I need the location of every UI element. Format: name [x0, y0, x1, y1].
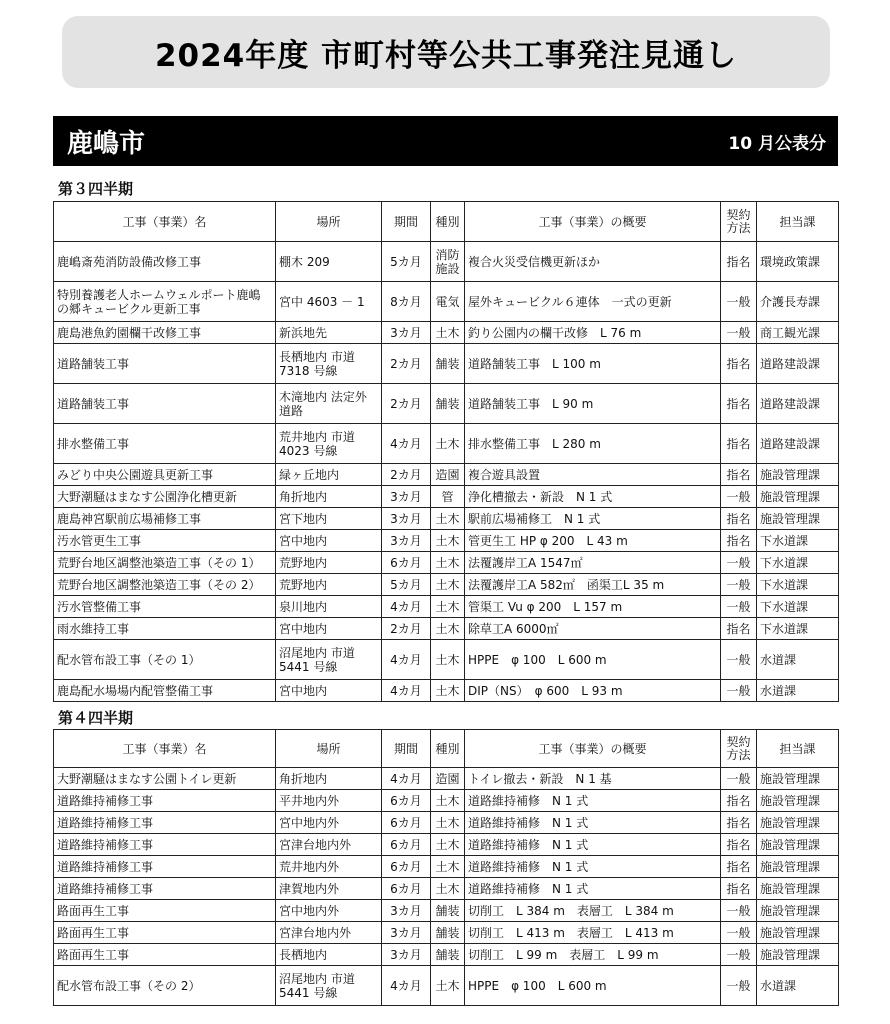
- cell-dept: 道路建設課: [757, 344, 839, 384]
- cell-period: 2カ月: [382, 464, 431, 486]
- table-row: [54, 790, 839, 812]
- cell-period: 6カ月: [382, 878, 431, 900]
- city-header: [53, 116, 838, 166]
- cell-summary: 駅前広場補修工 N 1 式: [465, 508, 721, 530]
- cell-type: 土木: [431, 680, 465, 702]
- table-row: [54, 530, 839, 552]
- cell-type: 舗装: [431, 384, 465, 424]
- cell-place: 新浜地先: [276, 322, 382, 344]
- quarter-heading-q4: 第４四半期: [58, 709, 134, 727]
- cell-summary: 釣り公園内の欄干改修 L 76 m: [465, 322, 721, 344]
- column-header-method: 契約方法: [721, 730, 757, 768]
- cell-dept: 水道課: [757, 966, 839, 1006]
- cell-place: 沼尾地内 市道 5441 号線: [276, 640, 382, 680]
- column-header-name: 工事（事業）名: [54, 730, 276, 768]
- table-row: [54, 768, 839, 790]
- cell-summary: 切削工 L 99 m 表層工 L 99 m: [465, 944, 721, 966]
- cell-period: 3カ月: [382, 922, 431, 944]
- cell-place: 宮中地内外: [276, 812, 382, 834]
- cell-period: 6カ月: [382, 812, 431, 834]
- cell-place: 津賀地内外: [276, 878, 382, 900]
- cell-place: 宮津台地内外: [276, 834, 382, 856]
- cell-summary: トイレ撤去・新設 N 1 基: [465, 768, 721, 790]
- cell-name: 汚水管整備工事: [54, 596, 276, 618]
- cell-name: 道路維持補修工事: [54, 878, 276, 900]
- cell-name: 道路舗装工事: [54, 344, 276, 384]
- cell-name: 配水管布設工事（その 1）: [54, 640, 276, 680]
- cell-type: 管: [431, 486, 465, 508]
- cell-name: 配水管布設工事（その 2）: [54, 966, 276, 1006]
- cell-method: 一般: [721, 680, 757, 702]
- cell-name: 汚水管更生工事: [54, 530, 276, 552]
- column-header-period: 期間: [382, 202, 431, 242]
- cell-place: 宮中地内外: [276, 900, 382, 922]
- cell-summary: 屋外キュービクル６連体 一式の更新: [465, 282, 721, 322]
- publication-label: 10 月公表分: [728, 133, 826, 154]
- cell-type: 造園: [431, 464, 465, 486]
- cell-type: 土木: [431, 530, 465, 552]
- cell-type: 舗装: [431, 944, 465, 966]
- cell-method: 一般: [721, 322, 757, 344]
- cell-summary: 道路維持補修 N 1 式: [465, 878, 721, 900]
- cell-type: 土木: [431, 966, 465, 1006]
- column-header-dept: 担当課: [757, 730, 839, 768]
- table-row: [54, 322, 839, 344]
- cell-type: 土木: [431, 856, 465, 878]
- cell-summary: 法覆護岸工A 582㎡ 函渠工L 35 m: [465, 574, 721, 596]
- cell-type: 造園: [431, 768, 465, 790]
- cell-name: 排水整備工事: [54, 424, 276, 464]
- cell-period: 3カ月: [382, 900, 431, 922]
- cell-dept: 環境政策課: [757, 242, 839, 282]
- cell-summary: HPPE φ 100 L 600 m: [465, 640, 721, 680]
- table-row: [54, 574, 839, 596]
- table-row: [54, 486, 839, 508]
- cell-name: 特別養護老人ホームウェルポート鹿嶋の郷キュービクル更新工事: [54, 282, 276, 322]
- cell-name: 道路維持補修工事: [54, 834, 276, 856]
- cell-name: 道路維持補修工事: [54, 812, 276, 834]
- table-row: [54, 900, 839, 922]
- cell-period: 6カ月: [382, 856, 431, 878]
- cell-dept: 下水道課: [757, 596, 839, 618]
- cell-place: 泉川地内: [276, 596, 382, 618]
- cell-dept: 施設管理課: [757, 790, 839, 812]
- column-header-type: 種別: [431, 730, 465, 768]
- table-row: [54, 552, 839, 574]
- quarter-heading-q3: 第３四半期: [58, 180, 134, 198]
- page-title: 2024年度 市町村等公共工事発注見通し: [62, 16, 830, 88]
- cell-summary: 法覆護岸工A 1547㎡: [465, 552, 721, 574]
- cell-dept: 施設管理課: [757, 878, 839, 900]
- cell-summary: 管更生工 HP φ 200 L 43 m: [465, 530, 721, 552]
- cell-summary: 道路維持補修 N 1 式: [465, 856, 721, 878]
- cell-period: 4カ月: [382, 966, 431, 1006]
- cell-type: 消防施設: [431, 242, 465, 282]
- cell-method: 一般: [721, 282, 757, 322]
- cell-method: 指名: [721, 790, 757, 812]
- cell-type: 舗装: [431, 344, 465, 384]
- cell-dept: 施設管理課: [757, 900, 839, 922]
- cell-place: 宮中地内: [276, 680, 382, 702]
- cell-method: 指名: [721, 424, 757, 464]
- cell-type: 土木: [431, 812, 465, 834]
- cell-name: 雨水維持工事: [54, 618, 276, 640]
- cell-name: 道路維持補修工事: [54, 790, 276, 812]
- cell-summary: HPPE φ 100 L 600 m: [465, 966, 721, 1006]
- cell-type: 土木: [431, 322, 465, 344]
- cell-dept: 施設管理課: [757, 922, 839, 944]
- column-header-place: 場所: [276, 730, 382, 768]
- cell-name: 荒野台地区調整池築造工事（その 2）: [54, 574, 276, 596]
- cell-summary: 除草工A 6000㎡: [465, 618, 721, 640]
- cell-dept: 施設管理課: [757, 856, 839, 878]
- cell-place: 荒野地内: [276, 574, 382, 596]
- cell-type: 土木: [431, 640, 465, 680]
- cell-type: 土木: [431, 552, 465, 574]
- table-header-row: [54, 202, 839, 242]
- cell-dept: 下水道課: [757, 552, 839, 574]
- cell-dept: 施設管理課: [757, 944, 839, 966]
- cell-period: 4カ月: [382, 424, 431, 464]
- cell-period: 3カ月: [382, 508, 431, 530]
- cell-period: 6カ月: [382, 790, 431, 812]
- cell-period: 6カ月: [382, 552, 431, 574]
- cell-place: 宮中 4603 － 1: [276, 282, 382, 322]
- cell-summary: DIP（NS） φ 600 L 93 m: [465, 680, 721, 702]
- table-row: [54, 878, 839, 900]
- cell-method: 指名: [721, 812, 757, 834]
- cell-type: 土木: [431, 596, 465, 618]
- table-row: [54, 242, 839, 282]
- cell-method: 指名: [721, 878, 757, 900]
- cell-name: 大野潮騒はまなす公園浄化槽更新: [54, 486, 276, 508]
- cell-type: 土木: [431, 878, 465, 900]
- column-header-type: 種別: [431, 202, 465, 242]
- table-row: [54, 384, 839, 424]
- table-row: [54, 834, 839, 856]
- cell-dept: 水道課: [757, 640, 839, 680]
- cell-dept: 下水道課: [757, 618, 839, 640]
- cell-period: 4カ月: [382, 596, 431, 618]
- works-table-q3: [53, 201, 839, 702]
- cell-method: 指名: [721, 834, 757, 856]
- cell-name: 鹿嶋斎苑消防設備改修工事: [54, 242, 276, 282]
- cell-place: 長栖地内 市道 7318 号線: [276, 344, 382, 384]
- cell-period: 6カ月: [382, 834, 431, 856]
- table-row: [54, 424, 839, 464]
- cell-dept: 下水道課: [757, 574, 839, 596]
- table-row: [54, 680, 839, 702]
- cell-method: 一般: [721, 552, 757, 574]
- table-row: [54, 508, 839, 530]
- cell-period: 3カ月: [382, 486, 431, 508]
- cell-place: 宮津台地内外: [276, 922, 382, 944]
- table-row: [54, 966, 839, 1006]
- cell-type: 土木: [431, 834, 465, 856]
- cell-period: 4カ月: [382, 680, 431, 702]
- cell-method: 指名: [721, 508, 757, 530]
- table-row: [54, 922, 839, 944]
- cell-period: 3カ月: [382, 530, 431, 552]
- cell-name: 道路舗装工事: [54, 384, 276, 424]
- cell-period: 2カ月: [382, 618, 431, 640]
- cell-period: 8カ月: [382, 282, 431, 322]
- cell-method: 指名: [721, 618, 757, 640]
- cell-dept: 商工観光課: [757, 322, 839, 344]
- cell-name: みどり中央公園遊具更新工事: [54, 464, 276, 486]
- column-header-place: 場所: [276, 202, 382, 242]
- cell-dept: 施設管理課: [757, 834, 839, 856]
- cell-summary: 排水整備工事 L 280 m: [465, 424, 721, 464]
- cell-place: 平井地内外: [276, 790, 382, 812]
- cell-dept: 下水道課: [757, 530, 839, 552]
- cell-dept: 施設管理課: [757, 508, 839, 530]
- cell-name: 荒野台地区調整池築造工事（その 1）: [54, 552, 276, 574]
- cell-place: 長栖地内: [276, 944, 382, 966]
- table-row: [54, 596, 839, 618]
- cell-summary: 管渠工 Vu φ 200 L 157 m: [465, 596, 721, 618]
- cell-summary: 道路舗装工事 L 100 m: [465, 344, 721, 384]
- cell-summary: 複合火災受信機更新ほか: [465, 242, 721, 282]
- cell-method: 一般: [721, 922, 757, 944]
- cell-place: 棚木 209: [276, 242, 382, 282]
- cell-name: 道路維持補修工事: [54, 856, 276, 878]
- cell-summary: 道路舗装工事 L 90 m: [465, 384, 721, 424]
- cell-summary: 切削工 L 413 m 表層工 L 413 m: [465, 922, 721, 944]
- cell-method: 指名: [721, 464, 757, 486]
- cell-method: 指名: [721, 384, 757, 424]
- cell-type: 土木: [431, 574, 465, 596]
- cell-type: 舗装: [431, 900, 465, 922]
- cell-dept: 施設管理課: [757, 486, 839, 508]
- cell-name: 路面再生工事: [54, 900, 276, 922]
- cell-method: 指名: [721, 242, 757, 282]
- cell-summary: 道路維持補修 N 1 式: [465, 812, 721, 834]
- cell-place: 宮中地内: [276, 530, 382, 552]
- table-header-row: [54, 730, 839, 768]
- cell-period: 2カ月: [382, 384, 431, 424]
- column-header-summary: 工事（事業）の概要: [465, 730, 721, 768]
- cell-name: 鹿島港魚釣園欄干改修工事: [54, 322, 276, 344]
- cell-type: 土木: [431, 790, 465, 812]
- cell-dept: 施設管理課: [757, 812, 839, 834]
- cell-type: 土木: [431, 508, 465, 530]
- cell-method: 一般: [721, 966, 757, 1006]
- cell-method: 一般: [721, 944, 757, 966]
- cell-dept: 介護長寿課: [757, 282, 839, 322]
- cell-period: 5カ月: [382, 242, 431, 282]
- cell-summary: 複合遊具設置: [465, 464, 721, 486]
- cell-type: 舗装: [431, 922, 465, 944]
- cell-dept: 施設管理課: [757, 768, 839, 790]
- works-table-q4: [53, 729, 839, 1006]
- cell-period: 4カ月: [382, 640, 431, 680]
- cell-name: 路面再生工事: [54, 922, 276, 944]
- cell-summary: 切削工 L 384 m 表層工 L 384 m: [465, 900, 721, 922]
- cell-method: 一般: [721, 640, 757, 680]
- column-header-name: 工事（事業）名: [54, 202, 276, 242]
- cell-name: 鹿島神宮駅前広場補修工事: [54, 508, 276, 530]
- cell-period: 2カ月: [382, 344, 431, 384]
- table-row: [54, 856, 839, 878]
- cell-name: 大野潮騒はまなす公園トイレ更新: [54, 768, 276, 790]
- cell-period: 3カ月: [382, 944, 431, 966]
- cell-method: 一般: [721, 596, 757, 618]
- cell-summary: 道路維持補修 N 1 式: [465, 790, 721, 812]
- column-header-dept: 担当課: [757, 202, 839, 242]
- cell-type: 土木: [431, 618, 465, 640]
- cell-place: 荒井地内 市道 4023 号線: [276, 424, 382, 464]
- cell-type: 電気: [431, 282, 465, 322]
- column-header-period: 期間: [382, 730, 431, 768]
- cell-period: 4カ月: [382, 768, 431, 790]
- cell-method: 指名: [721, 344, 757, 384]
- table-row: [54, 282, 839, 322]
- table-row: [54, 944, 839, 966]
- cell-place: 荒井地内外: [276, 856, 382, 878]
- cell-summary: 浄化槽撤去・新設 N 1 式: [465, 486, 721, 508]
- cell-summary: 道路維持補修 N 1 式: [465, 834, 721, 856]
- cell-period: 3カ月: [382, 322, 431, 344]
- cell-place: 緑ヶ丘地内: [276, 464, 382, 486]
- cell-place: 宮中地内: [276, 618, 382, 640]
- cell-dept: 道路建設課: [757, 424, 839, 464]
- cell-place: 宮下地内: [276, 508, 382, 530]
- cell-method: 一般: [721, 768, 757, 790]
- cell-dept: 施設管理課: [757, 464, 839, 486]
- cell-place: 荒野地内: [276, 552, 382, 574]
- cell-period: 5カ月: [382, 574, 431, 596]
- cell-type: 土木: [431, 424, 465, 464]
- city-name: 鹿嶋市: [67, 128, 146, 159]
- cell-place: 角折地内: [276, 486, 382, 508]
- cell-method: 一般: [721, 900, 757, 922]
- cell-method: 指名: [721, 530, 757, 552]
- cell-method: 一般: [721, 574, 757, 596]
- cell-place: 木滝地内 法定外道路: [276, 384, 382, 424]
- cell-place: 角折地内: [276, 768, 382, 790]
- cell-name: 路面再生工事: [54, 944, 276, 966]
- cell-method: 一般: [721, 486, 757, 508]
- cell-method: 指名: [721, 856, 757, 878]
- column-header-method: 契約方法: [721, 202, 757, 242]
- table-row: [54, 812, 839, 834]
- table-row: [54, 344, 839, 384]
- cell-place: 沼尾地内 市道 5441 号線: [276, 966, 382, 1006]
- cell-dept: 水道課: [757, 680, 839, 702]
- table-row: [54, 618, 839, 640]
- table-row: [54, 464, 839, 486]
- column-header-summary: 工事（事業）の概要: [465, 202, 721, 242]
- table-row: [54, 640, 839, 680]
- cell-dept: 道路建設課: [757, 384, 839, 424]
- cell-name: 鹿島配水場場内配管整備工事: [54, 680, 276, 702]
